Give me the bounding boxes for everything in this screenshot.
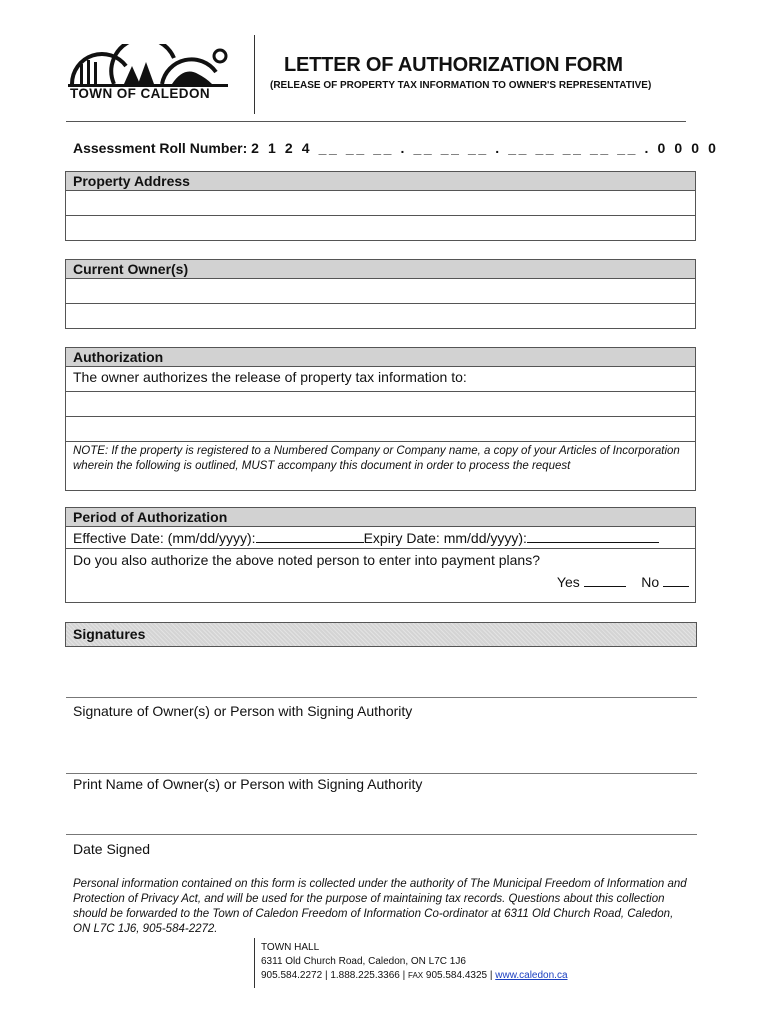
- signature-label: Signature of Owner(s) or Person with Signing Authority: [73, 703, 413, 719]
- payment-plan-question: Do you also authorize the above noted person to enter into payment plans?: [73, 552, 540, 568]
- current-owner-line-2[interactable]: [66, 304, 695, 329]
- form-title: LETTER OF AUTHORIZATION FORM: [284, 54, 623, 76]
- yes-label: Yes: [556, 574, 580, 590]
- header-rule: [66, 121, 686, 122]
- signatures-section: [65, 622, 697, 647]
- footer-phone-numbers: 905.584.2272 | 1.888.225.3366 |: [261, 970, 406, 981]
- expiry-date-field[interactable]: [527, 530, 659, 543]
- current-owner-line-1[interactable]: [66, 279, 695, 304]
- current-owners-section: [65, 259, 696, 329]
- signatures-heading: Signatures: [66, 623, 696, 646]
- property-address-line-2[interactable]: [66, 216, 695, 241]
- property-address-line-1[interactable]: [66, 191, 695, 216]
- town-logo-icon: [66, 44, 234, 88]
- yes-field[interactable]: [584, 574, 626, 587]
- footer-phones: [261, 969, 568, 983]
- print-name-label: Print Name of Owner(s) or Person with Signing Authority: [73, 776, 423, 792]
- footer-fax-number: 905.584.4325 |: [425, 970, 493, 981]
- print-name-line[interactable]: [66, 773, 697, 774]
- authorized-person-line-2[interactable]: [66, 417, 695, 442]
- header-divider: [254, 35, 255, 114]
- website-link[interactable]: www.caledon.ca: [495, 970, 568, 981]
- authorization-section: [65, 347, 696, 491]
- footer-address: 6311 Old Church Road, Caledon, ON L7C 1J6: [261, 956, 466, 967]
- dates-row: [66, 527, 695, 549]
- payment-plan-answer: [66, 571, 695, 593]
- footer-town-hall: TOWN HALL: [261, 942, 320, 953]
- form-subtitle: (RELEASE OF PROPERTY TAX INFORMATION TO OWNER'S REPRESENTATIVE): [270, 80, 652, 91]
- assessment-roll-number: [73, 140, 719, 156]
- footer-contact: [261, 941, 568, 983]
- property-address-section: [65, 171, 696, 241]
- authorization-heading: Authorization: [66, 348, 695, 367]
- expiry-date-label: Expiry Date: mm/dd/yyyy):: [363, 530, 527, 546]
- no-label: No: [641, 574, 660, 590]
- effective-date-label: Effective Date: (mm/dd/yyyy):: [73, 530, 256, 546]
- footer-divider: [254, 938, 255, 988]
- roll-label: Assessment Roll Number:: [73, 140, 248, 156]
- effective-date-field[interactable]: [256, 530, 364, 543]
- date-signed-line[interactable]: [66, 834, 697, 835]
- company-note: NOTE: If the property is registered to a Numbered Company or Company name, a copy of your Articles of Incorporation wherein the following is outlined, MUST accompany this document in order to process the request: [73, 445, 680, 472]
- no-field[interactable]: [663, 574, 689, 587]
- authorized-person-line-1[interactable]: [66, 392, 695, 417]
- current-owners-heading: Current Owner(s): [66, 260, 695, 279]
- signature-line[interactable]: [66, 697, 697, 698]
- period-heading: Period of Authorization: [66, 508, 695, 527]
- privacy-notice: Personal information contained on this form is collected under the authority of The Municipal Freedom of Information and Protection of Privacy Act, and will be used for the purpose of maintaining tax records. Questions about this collection should be forwarded to the Town of Caledon Freedom of Information Co-ordinator at 6311 Old Church Road, Caledon, ON L7C 1J6, 905-584-2272.: [73, 878, 687, 935]
- period-section: [65, 507, 696, 603]
- date-signed-label: Date Signed: [73, 841, 151, 857]
- authorization-text: The owner authorizes the release of property tax information to:: [66, 367, 695, 392]
- logo-text: TOWN OF CALEDON: [70, 86, 210, 101]
- footer-fax-label: FAX: [408, 971, 424, 980]
- property-address-heading: Property Address: [66, 172, 695, 191]
- roll-value[interactable]: 2 1 2 4 __ __ __ . __ __ __ . __ __ __ __ __ . 0 0 0 0: [251, 140, 719, 156]
